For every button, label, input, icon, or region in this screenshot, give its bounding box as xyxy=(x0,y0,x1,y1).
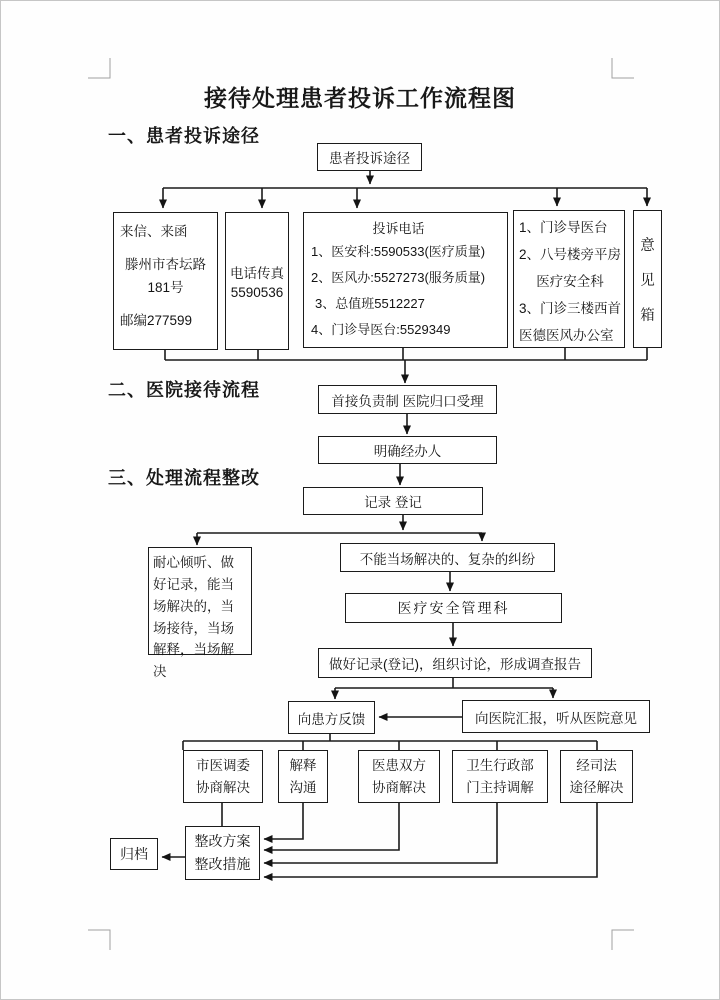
resolution-box-bilateral xyxy=(358,750,440,803)
start-box: 患者投诉途径 xyxy=(317,143,422,171)
visit-line: 1、门诊导医台 xyxy=(519,220,608,235)
page-title: 接待处理患者投诉工作流程图 xyxy=(204,85,516,111)
safety-dept-box: 医疗安全管理科 xyxy=(345,593,562,623)
report-hospital-box: 向医院汇报，听从医院意见 xyxy=(462,700,650,733)
letter-channel-box xyxy=(113,212,218,350)
plan-line: 整改方案 xyxy=(194,832,251,849)
resolution-line: 经司法 xyxy=(576,757,617,773)
resolution-line: 市医调委 xyxy=(196,757,250,773)
onsite-resolution-box: 耐心倾听、做好记录，能当场解决的，当场接待，当场解释，当场解决 xyxy=(148,547,252,655)
suggestion-box-char: 意 xyxy=(640,237,655,254)
letter-address-line1: 滕州市杏坛路 xyxy=(125,257,206,272)
letter-title: 来信、来函 xyxy=(120,224,188,239)
phone-channel-box xyxy=(303,212,508,348)
resolution-line: 协商解决 xyxy=(196,779,250,795)
phone-title: 投诉电话 xyxy=(372,221,425,236)
resolution-box-mediation-committee xyxy=(183,750,263,803)
fax-channel-box xyxy=(225,212,289,350)
visit-line: 医德医风办公室 xyxy=(519,328,614,343)
section-heading-3: 三、处理流程整改 xyxy=(108,468,260,488)
section-heading-2: 二、医院接待流程 xyxy=(108,380,260,400)
resolution-line: 卫生行政部 xyxy=(466,757,534,773)
resolution-box-explain xyxy=(278,750,328,803)
suggestion-box xyxy=(633,210,662,348)
visit-line: 3、门诊三楼西首 xyxy=(519,301,622,316)
fax-label: 电话传真 xyxy=(230,266,284,281)
resolution-line: 医患双方 xyxy=(372,757,426,773)
visit-channel-box xyxy=(513,210,625,348)
resolution-line: 门主持调解 xyxy=(466,779,534,795)
record-register-box: 记录 登记 xyxy=(303,487,483,515)
section-heading-1: 一、患者投诉途径 xyxy=(108,126,260,146)
resolution-line: 协商解决 xyxy=(372,779,426,795)
resolution-box-judicial xyxy=(560,750,633,803)
visit-line: 医疗安全科 xyxy=(536,274,604,289)
suggestion-box-char: 箱 xyxy=(640,307,655,324)
investigation-report-box: 做好记录(登记)，组织讨论，形成调查报告 xyxy=(318,648,592,678)
rectification-plan-box xyxy=(185,826,260,880)
suggestion-box-char: 见 xyxy=(640,272,655,289)
fax-number: 5590536 xyxy=(230,285,284,300)
complex-dispute-box: 不能当场解决的、复杂的纠纷 xyxy=(340,543,555,572)
visit-line: 2、八号楼旁平房 xyxy=(519,247,622,262)
assign-handler-box: 明确经办人 xyxy=(318,436,497,464)
letter-address-line2: 181号 xyxy=(147,280,184,295)
feedback-patient-box: 向患方反馈 xyxy=(288,701,375,734)
resolution-box-health-admin xyxy=(452,750,548,803)
phone-item: 2、医风办:5527273(服务质量) xyxy=(311,270,486,285)
archive-box: 归档 xyxy=(110,838,158,870)
phone-item: 3、总值班5512227 xyxy=(315,296,425,311)
resolution-line: 解释 xyxy=(289,757,317,773)
resolution-line: 沟通 xyxy=(289,779,317,795)
first-responsibility-box: 首接负责制 医院归口受理 xyxy=(318,385,497,414)
resolution-line: 途径解决 xyxy=(569,779,624,795)
phone-item: 1、医安科:5590533(医疗质量) xyxy=(311,244,486,259)
plan-line: 整改措施 xyxy=(194,856,251,872)
letter-zip: 邮编277599 xyxy=(120,313,193,328)
phone-item: 4、门诊导医台:5529349 xyxy=(311,322,451,337)
